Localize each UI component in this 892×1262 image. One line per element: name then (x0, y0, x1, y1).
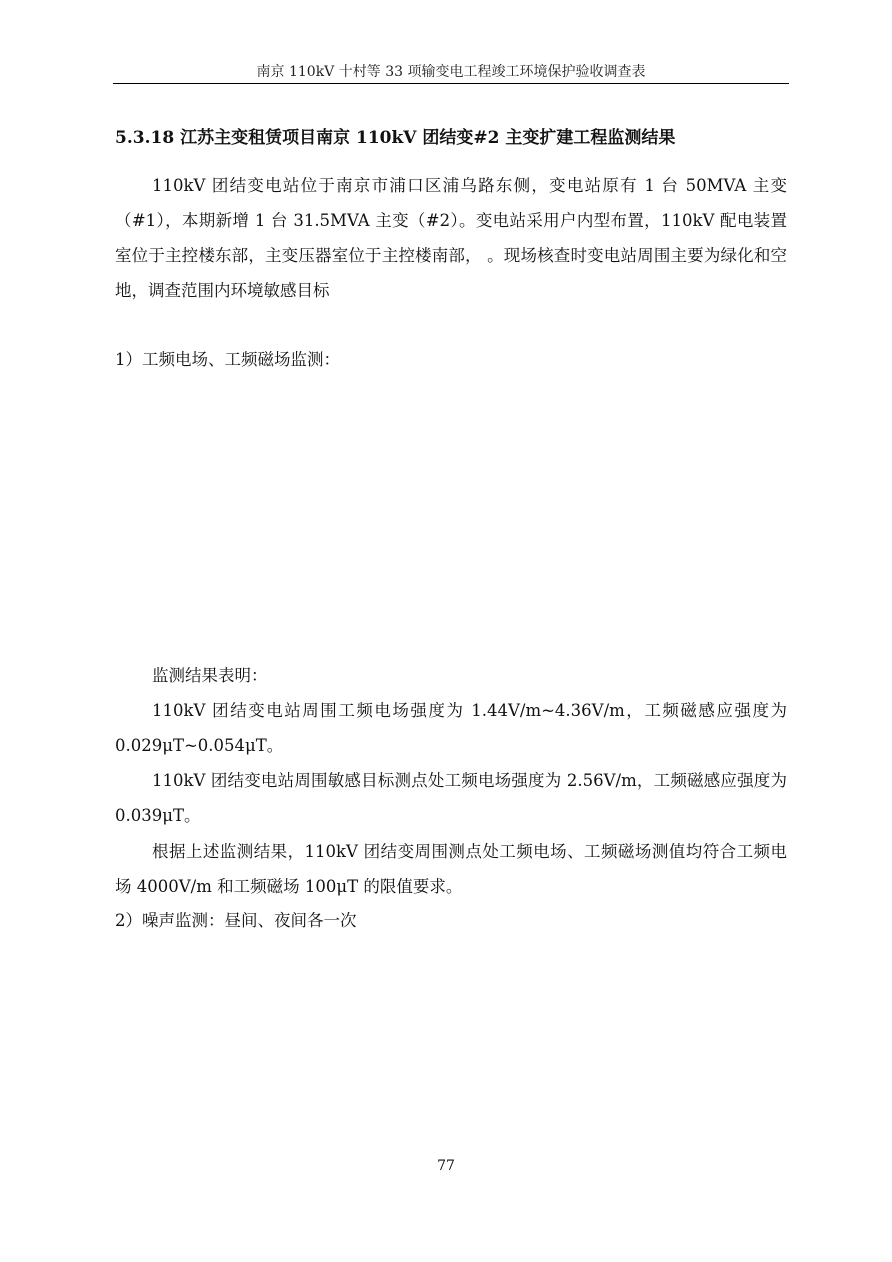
running-header: 南京 110kV 十村等 33 项输变电工程竣工环境保护验收调查表 (256, 64, 646, 80)
emf-monitoring-title: 1）工频电场、工频磁场监测： (115, 350, 340, 369)
page-number: 77 (437, 1158, 455, 1174)
section-heading: 5.3.18 江苏主变租赁项目南京 110kV 团结变#2 主变扩建工程监测结果 (115, 128, 676, 148)
intro-paragraph: 110kV 团结变电站位于南京市浦口区浦乌路东侧，变电站原有 1 台 50MVA 主变（#1），本期新增 1 台 31.5MVA 主变（#2）。变电站采用户内型布置，110kV 配电装置室位于主控楼东部，主变压器室位于主控楼南部， 。现场核查时变电站周围主要为绿化和空地，调查范围内环境敏感目标 (115, 176, 787, 300)
results-label: 监测结果表明： (152, 666, 268, 685)
conclusion-paragraph: 根据上述监测结果，110kV 团结变周围测点处工频电场、工频磁场测值均符合工频电场 4000V/m 和工频磁场 100μT 的限值要求。 (115, 842, 787, 896)
noise-monitoring-title: 2）噪声监测：昼间、夜间各一次 (115, 911, 357, 930)
header-divider (113, 83, 789, 84)
result-paragraph-1: 110kV 团结变电站周围工频电场强度为 1.44V/m~4.36V/m，工频磁感应强度为 0.029μT~0.054μT。 (115, 701, 787, 755)
result-paragraph-2: 110kV 团结变电站周围敏感目标测点处工频电场强度为 2.56V/m，工频磁感应强度为 0.039μT。 (115, 771, 787, 825)
